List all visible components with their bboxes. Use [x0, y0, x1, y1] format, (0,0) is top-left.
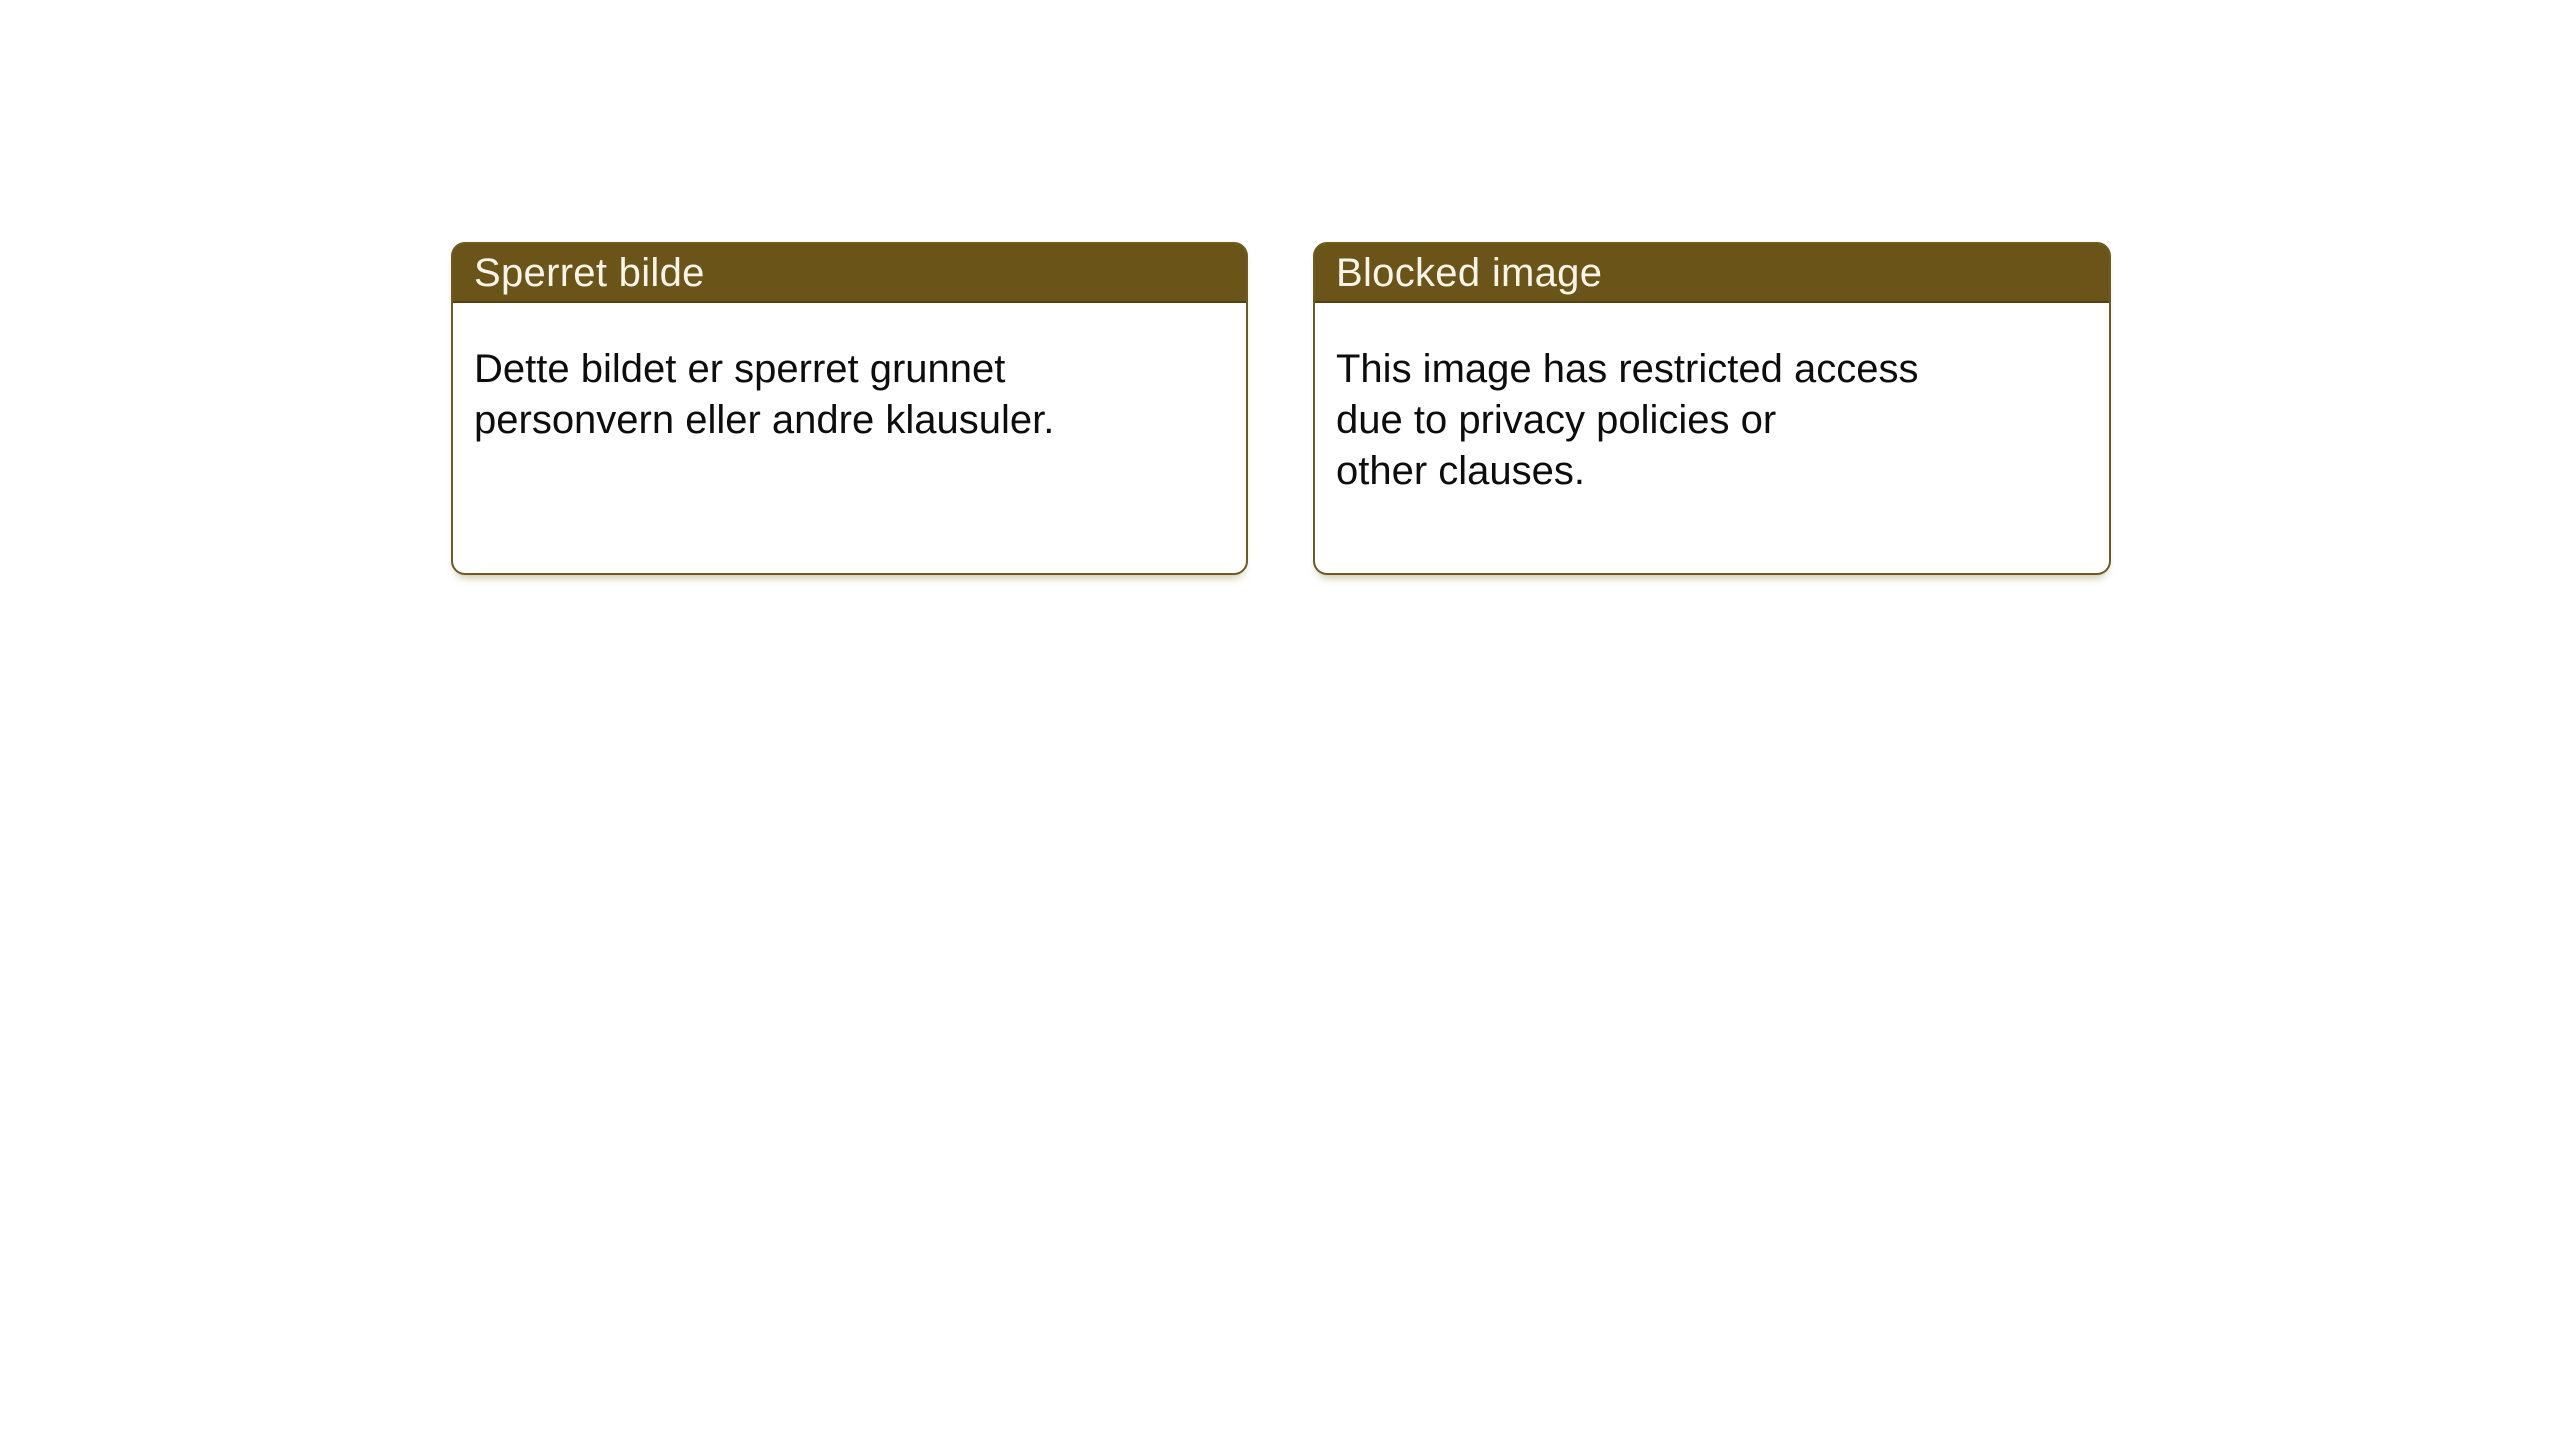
- card-body: [453, 303, 1246, 446]
- card-body-line: This image has restricted access: [1336, 347, 1919, 391]
- blocked-image-card-english: [1313, 242, 2111, 575]
- card-header: [1315, 244, 2109, 303]
- card-header: [453, 244, 1246, 303]
- card-body-line: due to privacy policies or: [1336, 398, 1777, 442]
- card-title: Blocked image: [1336, 250, 1603, 295]
- blocked-image-card-norwegian: [451, 242, 1248, 575]
- card-body-line: other clauses.: [1336, 449, 1586, 493]
- card-body: [1315, 303, 2109, 497]
- card-body-line: Dette bildet er sperret grunnet: [474, 347, 1006, 391]
- card-body-line: personvern eller andre klausuler.: [474, 398, 1055, 442]
- card-title: Sperret bilde: [474, 250, 705, 295]
